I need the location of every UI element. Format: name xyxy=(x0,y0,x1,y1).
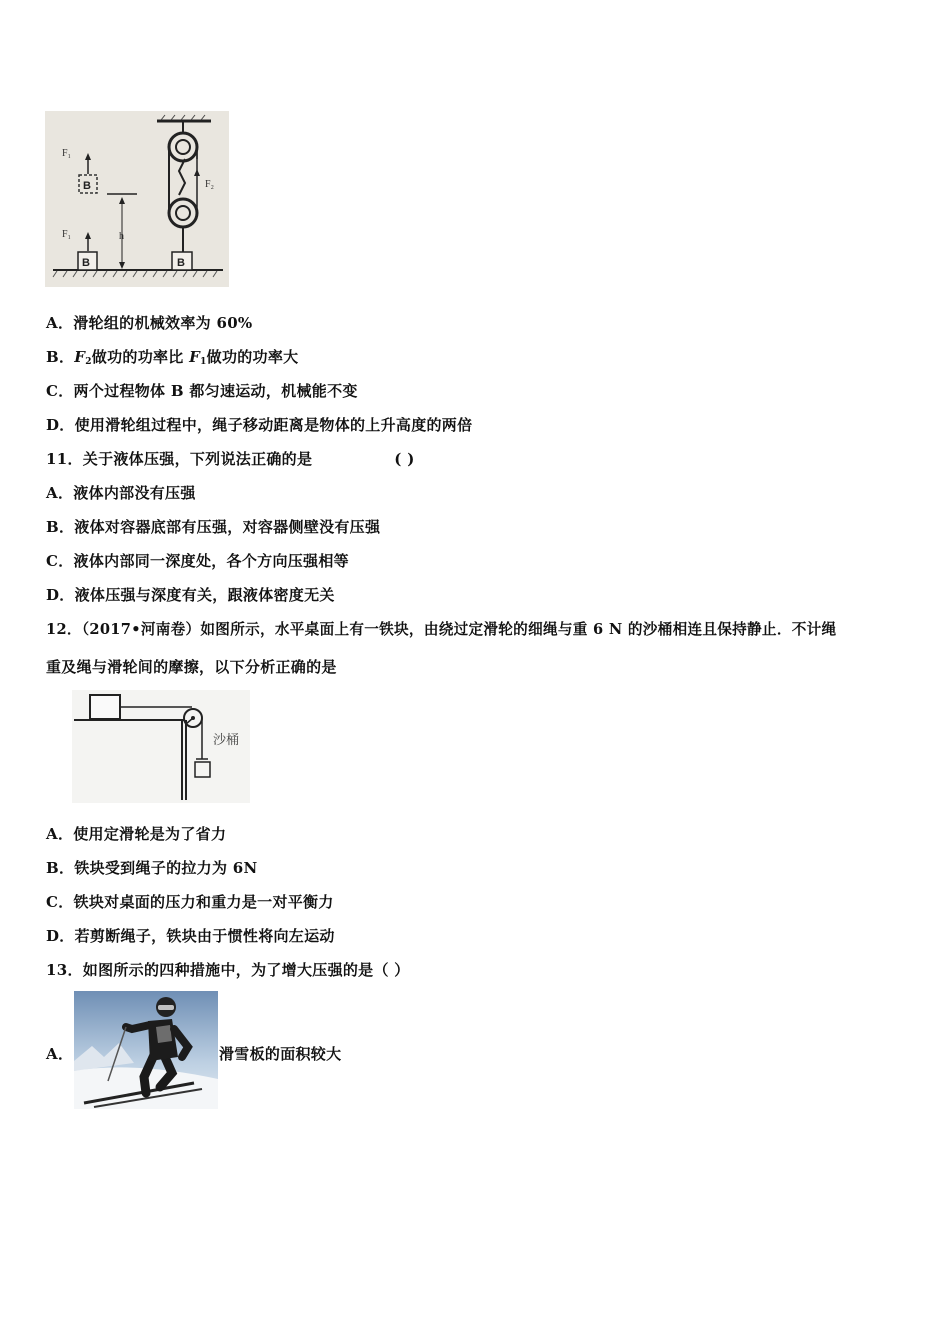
q13-stem: 13．如图所示的四种措施中，为了增大压强的是（ ） xyxy=(46,961,410,979)
q10-option-b-suffix: 做功的功率大 xyxy=(206,348,299,366)
label-sand-bucket: 沙桶 xyxy=(213,733,240,748)
pulley-diagram xyxy=(45,111,229,287)
q11-option-a: A．液体内部没有压强 xyxy=(46,484,196,502)
q13-option-a-label: A． xyxy=(46,1045,74,1063)
q10-option-b-mid: 做功的功率比 xyxy=(91,348,190,366)
q10-option-d: D．使用滑轮组过程中，绳子移动距离是物体的上升高度的两倍 xyxy=(46,416,473,434)
pulley-system-figure xyxy=(45,111,229,287)
q12-option-c: C．铁块对桌面的压力和重力是一对平衡力 xyxy=(46,893,334,911)
q11-option-c: C．液体内部同一深度处，各个方向压强相等 xyxy=(46,552,349,570)
label-h: h xyxy=(119,231,124,242)
q10-option-a: A．滑轮组的机械效率为 60% xyxy=(46,314,253,332)
q10-option-b-f2-sub: 2 xyxy=(85,357,92,367)
q12-stem-line1: 12．（2017•河南卷）如图所示，水平桌面上有一铁块，由绕过定滑轮的细绳与重 6 N 的沙桶相连且保持静止．不计绳 xyxy=(46,621,837,638)
q12-stem-line2: 重及绳与滑轮间的摩擦，以下分析正确的是 xyxy=(46,658,337,676)
label-f1-bottom: F₁ xyxy=(62,229,72,240)
q10-option-b-f1-sub: 1 xyxy=(200,357,207,367)
q12-option-b: B．铁块受到绳子的拉力为 6N xyxy=(46,859,258,877)
q10-option-b-f2: F xyxy=(74,348,86,366)
label-f2: F₂ xyxy=(205,179,215,190)
skier-illustration xyxy=(74,991,218,1109)
label-b-bottom: B xyxy=(82,257,90,269)
skier-photo xyxy=(74,991,218,1109)
label-b-top: B xyxy=(83,180,91,192)
pulley-table-figure xyxy=(72,690,250,803)
q13-option-a-text: 滑雪板的面积较大 xyxy=(219,1045,342,1063)
label-f1-top: F₁ xyxy=(62,148,72,159)
q10-option-b xyxy=(46,346,298,367)
q10-option-c: C．两个过程物体 B 都匀速运动，机械能不变 xyxy=(46,382,358,400)
q10-option-b-f1: F xyxy=(189,348,201,366)
q11-option-b: B．液体对容器底部有压强，对容器侧壁没有压强 xyxy=(46,518,381,536)
q11-answer-paren: ( ) xyxy=(394,450,415,468)
table-pulley-diagram xyxy=(72,690,250,803)
q12-option-a: A．使用定滑轮是为了省力 xyxy=(46,825,227,843)
q12-option-d: D．若剪断绳子，铁块由于惯性将向左运动 xyxy=(46,927,335,945)
q11-option-d: D．液体压强与深度有关，跟液体密度无关 xyxy=(46,586,335,604)
iron-block xyxy=(90,695,120,719)
q11-stem-text: 11．关于液体压强，下列说法正确的是 xyxy=(46,450,313,468)
q10-option-b-prefix: B． xyxy=(46,348,75,366)
label-b-right: B xyxy=(177,257,185,269)
q11-stem xyxy=(46,448,415,469)
